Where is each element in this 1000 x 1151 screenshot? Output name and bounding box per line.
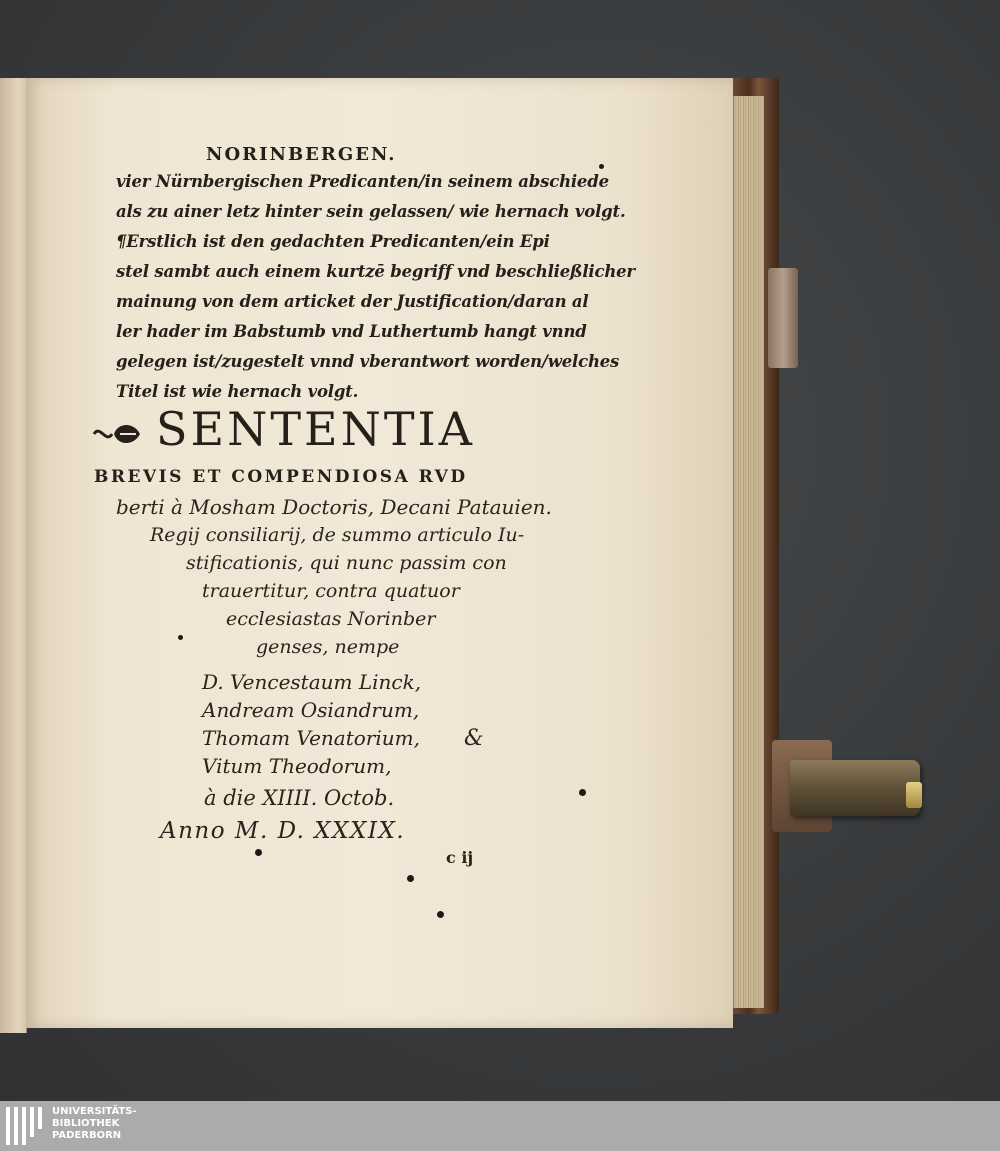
german-line: mainung von dem articket der Justification/daran al [116, 292, 589, 311]
page-edges [733, 96, 764, 1008]
latin-line: ecclesiastas Norinber [226, 608, 436, 630]
latin-line: berti à Mosham Doctoris, Decani Patauien. [116, 495, 552, 519]
signature-mark: c ij [446, 848, 474, 867]
clasp-tip [906, 782, 922, 808]
library-logo-icon [6, 1107, 46, 1145]
german-line: stel sambt auch einem kurtzē begriff vnd beschließlicher [116, 262, 635, 281]
logo-line: BIBLIOTHEK [52, 1118, 120, 1129]
ampersand: & [464, 726, 484, 751]
ink-speck [407, 875, 414, 882]
fleuron-ornament-icon [92, 414, 144, 454]
german-line: ¶Erstlich ist den gedachten Predicanten/ein Epi [116, 232, 550, 251]
logo-line: PADERBORN [52, 1130, 122, 1141]
german-line: ler hader im Babstumb vnd Luthertumb hangt vnnd [116, 322, 587, 341]
latin-line: genses, nempe [256, 636, 400, 658]
leather-tab [768, 268, 798, 368]
library-logo-text[interactable] [52, 1106, 137, 1142]
latin-line: trauertitur, contra quatuor [202, 580, 460, 602]
book-page [26, 78, 733, 1028]
ink-speck [579, 789, 586, 796]
german-line: Titel ist wie hernach volgt. [116, 382, 359, 401]
ink-speck [437, 911, 444, 918]
date-line: à die XIIII. Octob. [204, 786, 395, 810]
ink-speck [599, 164, 604, 169]
logo-line: UNIVERSITÄTS- [52, 1106, 137, 1117]
latin-line: stificationis, qui nunc passim con [186, 552, 507, 574]
german-line: vier Nürnbergischen Predicanten/in seinem abschiede [116, 172, 609, 191]
recipient-name: Andream Osiandrum, [202, 698, 420, 722]
recipient-name: Vitum Theodorum, [202, 754, 392, 778]
german-line: gelegen ist/zugestelt vnnd vberantwort worden/welches [116, 352, 620, 371]
metal-clasp [790, 760, 920, 816]
page-heading: NORINBERGEN. [206, 144, 397, 165]
year-line: Anno M. D. XXXIX. [160, 818, 406, 844]
main-title: SENTENTIA [156, 402, 475, 456]
previous-page-edge [0, 78, 27, 1033]
latin-line: Regij consiliarij, de summo articulo Iu- [150, 524, 525, 546]
ink-speck [178, 635, 183, 640]
library-footer [0, 1101, 1000, 1151]
ink-speck [255, 849, 262, 856]
german-line: als zu ainer letz hinter sein gelassen/ wie hernach volgt. [116, 202, 626, 221]
recipient-name: Thomam Venatorium, [202, 726, 420, 750]
recipient-name: D. Vencestaum Linck, [202, 670, 422, 694]
subtitle: BREVIS ET COMPENDIOSA RVD [94, 467, 468, 487]
